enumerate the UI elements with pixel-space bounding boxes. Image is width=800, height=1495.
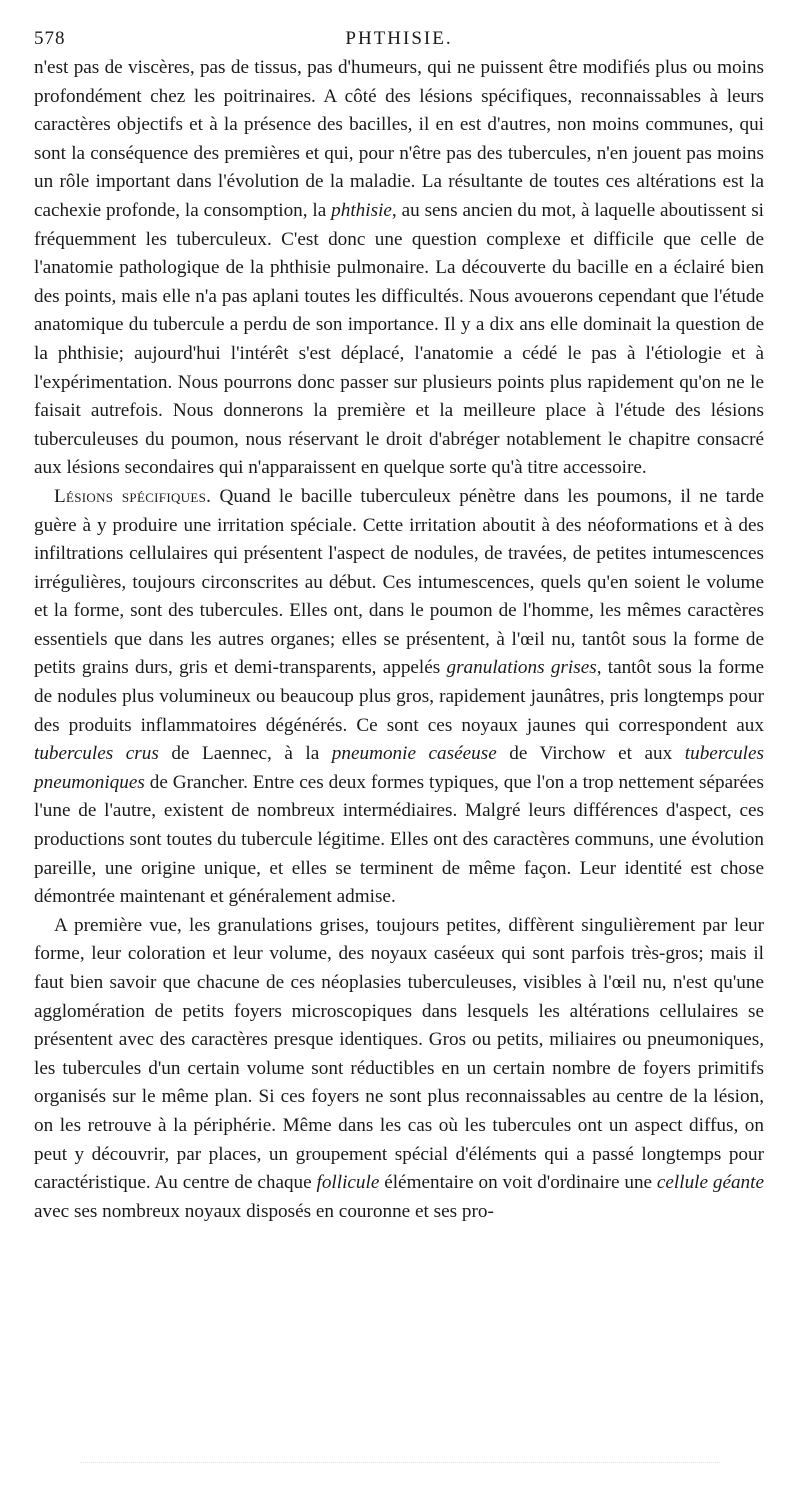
italic-term: pneumonie caséeuse — [331, 743, 497, 765]
text-run: élémentaire on voit d'ordinaire une — [379, 1172, 657, 1194]
body-text — [34, 54, 764, 1226]
running-title: PHTHISIE. — [345, 28, 453, 49]
text-run: A première vue, les granulations grises, toujours petites, diffèrent singulièrement par leur forme, leur coloration et leur volume, des noyaux caséeux qui sont parfois très-gros; mais il faut bien savoir que chacune de ces néoplasies tuberculeuses, visibles à l'œil nu, n'est qu'une agglomération de petits foyers microscopiques dans lesquels les altérations cellulaires se présentent avec des caractères presque identiques. Gros ou petits, miliaires ou pneumoniques, les tubercules d'un certain volume sont réductibles en un certain nombre de foyers primitifs organisés sur le même plan. Si ces foyers ne sont plus reconnaissables au centre de la lésion, on les retrouve à la périphérie. Même dans les cas où les tubercules ont un aspect diffus, on peut y découvrir, par places, un groupement spécial d'éléments qui a passé longtemps pour caractéristique. Au centre de chaque — [34, 914, 764, 1194]
italic-term: phthisie — [331, 199, 392, 221]
italic-term: follicule — [316, 1172, 380, 1194]
text-run: de Laennec, à la — [158, 743, 332, 765]
italic-term: tubercules pneumoniques — [34, 743, 764, 793]
italic-term: cellule géante — [656, 1172, 765, 1194]
section-heading: Lésions spécifiques. — [54, 485, 212, 507]
paragraph-3 — [34, 912, 764, 1227]
text-run: Quand le bacille tuberculeux pénètre dans les poumons, il ne tarde guère à y produire une irritation spéciale. Cette irritation aboutit à des néoformations et à des infiltrations cellulaires qui présentent l'aspect de nodules, de travées, de petites intumescences irrégulières, toujours circonscrites au début. Ces intumescences, quels qu'en soient le volume et la forme, sont des tubercules. Elles ont, dans le poumon de l'homme, les mêmes caractères essentiels que dans les autres organes; elles se présentent, à l'œil nu, tantôt sous la forme de petits grains durs, gris et demi-transparents, appelés — [34, 485, 764, 679]
paragraph-2 — [34, 483, 764, 912]
text-run: , tantôt sous la forme de nodules plus volumineux ou beaucoup plus gros, rapidement jaunâtres, pris longtemps pour des produits inflammatoires dégénérés. Ce sont ces noyaux jaunes qui correspondent aux — [34, 657, 764, 736]
scan-artifact-line — [80, 1462, 720, 1469]
text-run: de Grancher. Entre ces deux formes typiques, que l'on a trop nettement séparées l'une de l'autre, existent de nombreux intermédiaires. Malgré leurs différences d'aspect, ces productions sont toutes du tubercule légitime. Elles ont des caractères communs, une évolution pareille, une origine unique, et elles se terminent de même façon. Leur identité est chose démontrée maintenant et généralement admise. — [34, 771, 764, 908]
running-header — [34, 28, 764, 54]
book-page — [34, 28, 764, 1226]
page-number: 578 — [34, 28, 66, 49]
text-run: de Virchow et aux — [496, 743, 685, 765]
text-run: n'est pas de viscères, pas de tissus, pas d'humeurs, qui ne puissent être modifiés plus ou moins profondément chez les poitrinaires. A côté des lésions spécifiques, reconnaissables à leurs caractères objectifs et à la présence des bacilles, il en est d'autres, non moins communes, qui sont la conséquence des premières et qui, pour n'être pas des tubercules, n'en jouent pas moins un rôle important dans l'évolution de la maladie. La résultante de toutes ces altérations est la cachexie profonde, la consomption, la — [34, 57, 764, 221]
text-run: , au sens ancien du mot, à laquelle aboutissent si fréquemment les tuberculeux. C'est donc une question complexe et difficile que celle de l'anatomie pathologique de la phthisie pulmonaire. La découverte du bacille en a éclairé bien des points, mais elle n'a pas aplani toutes les difficultés. Nous avouerons cependant que l'étude anatomique du tubercule a perdu de son importance. Il y a dix ans elle dominait la question de la phthisie; aujourd'hui l'intérêt s'est déplacé, l'anatomie a cédé le pas à l'étiologie et à l'expérimentation. Nous pourrons donc passer sur plusieurs points plus rapidement qu'on ne le faisait autrefois. Nous donnerons la première et la meilleure place à l'étude des lésions tuberculeuses du poumon, nous réservant le droit d'abréger notablement le chapitre consacré aux lésions secondaires qui n'apparaissent en quelque sorte qu'à titre accessoire. — [34, 199, 764, 479]
italic-term: granulations grises — [446, 657, 597, 679]
text-run: avec ses nombreux noyaux disposés en couronne et ses pro- — [34, 1200, 494, 1222]
paragraph-1 — [34, 54, 764, 483]
italic-term: tubercules crus — [34, 743, 159, 765]
